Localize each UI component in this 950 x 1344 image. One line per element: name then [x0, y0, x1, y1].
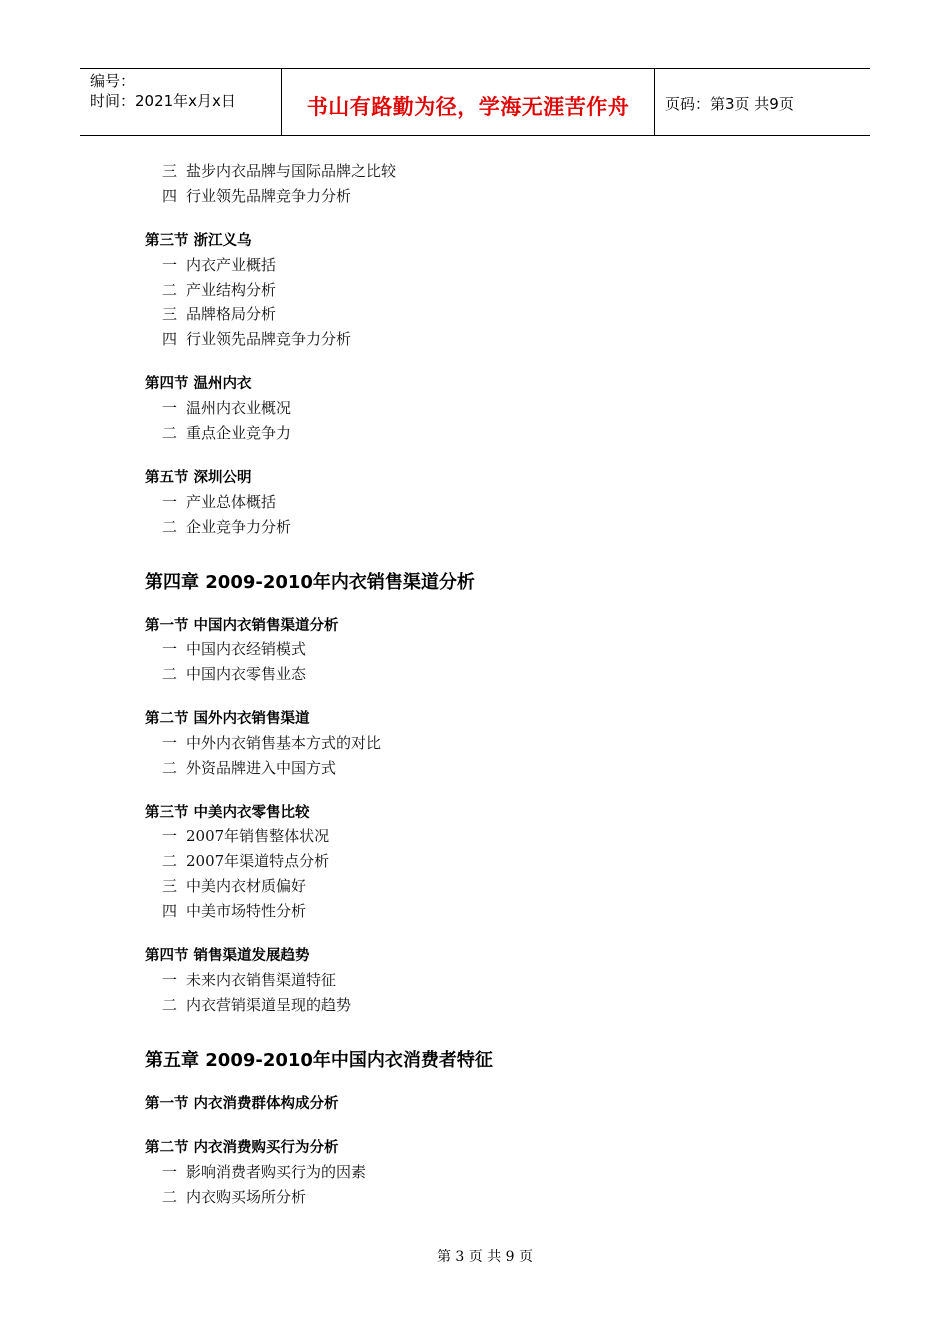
toc-item	[162, 185, 351, 206]
toc-item-text: 2007年销售整体状况	[186, 827, 330, 845]
toc-item	[162, 825, 329, 846]
header-meta-cell	[80, 69, 282, 135]
toc-chapter-heading: 第五章 2009-2010年中国内衣消费者特征	[145, 1050, 493, 1071]
toc-section-heading: 第二节 内衣消费购买行为分析	[145, 1140, 339, 1156]
toc-section-heading: 第三节 中美内衣零售比较	[145, 805, 310, 821]
toc-item-text: 重点企业竞争力	[186, 424, 292, 442]
toc-item	[162, 160, 396, 181]
toc-item	[162, 969, 336, 990]
toc-item	[162, 638, 306, 659]
toc-item-number: 一	[162, 827, 178, 845]
toc-section-heading: 第二节 国外内衣销售渠道	[145, 711, 310, 727]
header-slogan-cell	[282, 69, 655, 135]
toc-item-number: 三	[162, 877, 178, 895]
toc-item-number: 二	[162, 665, 178, 683]
toc-section-heading: 第四节 温州内衣	[145, 376, 252, 392]
toc-item-text: 中美内衣材质偏好	[186, 877, 307, 895]
toc-item-number: 四	[162, 902, 178, 920]
toc-item-text: 行业领先品牌竞争力分析	[186, 330, 352, 348]
toc-item-number: 三	[162, 305, 178, 323]
toc-section-heading: 第一节 内衣消费群体构成分析	[145, 1096, 339, 1112]
toc-item-text: 产业总体概括	[186, 493, 277, 511]
toc-item-text: 内衣购买场所分析	[186, 1188, 307, 1206]
toc-item-text: 盐步内衣品牌与国际品牌之比较	[186, 162, 397, 180]
toc-item-number: 三	[162, 162, 178, 180]
header-slogan: 书山有路勤为径，学海无涯苦作舟	[306, 95, 630, 119]
toc-item	[162, 328, 351, 349]
toc-item-text: 行业领先品牌竞争力分析	[186, 187, 352, 205]
toc-item	[162, 1186, 306, 1207]
toc-item-number: 一	[162, 640, 178, 658]
toc-section-heading: 第四节 销售渠道发展趋势	[145, 948, 310, 964]
toc-item-text: 产业结构分析	[186, 281, 277, 299]
toc-item	[162, 663, 306, 684]
document-date: 时间：2021年x月x日	[90, 92, 236, 110]
toc-item-number: 一	[162, 256, 178, 274]
toc-item-number: 二	[162, 281, 178, 299]
header-page-info: 页码：第3页 共9页	[665, 95, 794, 113]
toc-item-number: 二	[162, 996, 178, 1014]
toc-item-number: 二	[162, 518, 178, 536]
toc-item	[162, 875, 306, 896]
toc-item-number: 一	[162, 399, 178, 417]
toc-item-text: 内衣产业概括	[186, 256, 277, 274]
toc-item	[162, 516, 291, 537]
toc-item-text: 品牌格局分析	[186, 305, 277, 323]
page-footer: 第 3 页 共 9 页	[436, 1249, 534, 1265]
toc-item-text: 中美市场特性分析	[186, 902, 307, 920]
toc-item	[162, 900, 306, 921]
toc-item	[162, 303, 276, 324]
toc-item-text: 温州内衣业概况	[186, 399, 292, 417]
toc-item-text: 未来内衣销售渠道特征	[186, 971, 337, 989]
toc-item	[162, 850, 329, 871]
toc-item	[162, 397, 291, 418]
toc-item-text: 影响消费者购买行为的因素	[186, 1163, 367, 1181]
toc-item-number: 四	[162, 187, 178, 205]
toc-item-number: 二	[162, 759, 178, 777]
toc-item	[162, 757, 336, 778]
header-page-cell	[655, 69, 870, 135]
toc-section-heading: 第五节 深圳公明	[145, 470, 252, 486]
toc-item-text: 内衣营销渠道呈现的趋势	[186, 996, 352, 1014]
toc-item-number: 二	[162, 852, 178, 870]
toc-item	[162, 1161, 366, 1182]
document-number-label: 编号：	[90, 72, 136, 90]
toc-item	[162, 422, 291, 443]
toc-item-number: 四	[162, 330, 178, 348]
toc-item	[162, 491, 276, 512]
toc-item	[162, 254, 276, 275]
toc-item-number: 一	[162, 971, 178, 989]
toc-item-number: 二	[162, 424, 178, 442]
toc-section-heading: 第一节 中国内衣销售渠道分析	[145, 618, 339, 634]
toc-item	[162, 994, 351, 1015]
toc-item-text: 中外内衣销售基本方式的对比	[186, 734, 382, 752]
toc-item-text: 外资品牌进入中国方式	[186, 759, 337, 777]
toc-item-text: 中国内衣经销模式	[186, 640, 307, 658]
document-header	[80, 68, 870, 136]
toc-item	[162, 732, 381, 753]
toc-item-number: 二	[162, 1188, 178, 1206]
toc-item	[162, 279, 276, 300]
toc-section-heading: 第三节 浙江义乌	[145, 233, 252, 249]
toc-item-text: 2007年渠道特点分析	[186, 852, 330, 870]
toc-item-number: 一	[162, 1163, 178, 1181]
toc-item-number: 一	[162, 493, 178, 511]
toc-item-number: 一	[162, 734, 178, 752]
toc-item-text: 中国内衣零售业态	[186, 665, 307, 683]
toc-item-text: 企业竞争力分析	[186, 518, 292, 536]
toc-chapter-heading: 第四章 2009-2010年内衣销售渠道分析	[145, 572, 475, 593]
